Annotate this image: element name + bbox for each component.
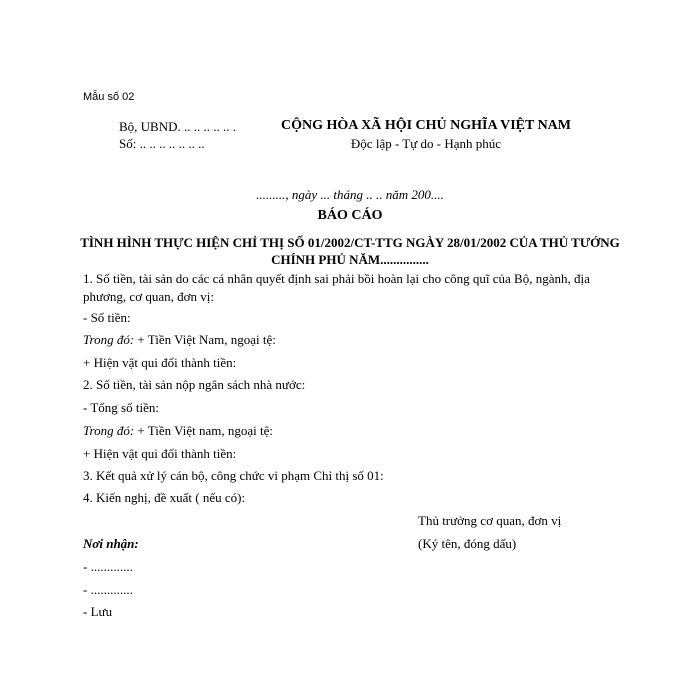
item-1-amount: - Số tiền: xyxy=(83,310,131,325)
item-2-in-kind: + Hiện vật qui đổi thành tiền: xyxy=(83,446,237,461)
signature-title: Thủ trưởng cơ quan, đơn vị xyxy=(418,513,562,528)
of-which-label: Trong đó: xyxy=(83,423,135,438)
of-which-label: Trong đó: xyxy=(83,332,135,347)
recipient-item: - Lưu xyxy=(83,604,113,619)
item-2-total: - Tổng số tiền: xyxy=(83,400,159,415)
signature-note: (Ký tên, đóng dấu) xyxy=(418,536,517,551)
date-line: ........., ngày ... tháng .. .. năm 200.... xyxy=(256,187,444,202)
form-code: Mẫu số 02 xyxy=(83,91,135,103)
item-4: 4. Kiến nghị, đề xuất ( nếu có): xyxy=(83,490,246,505)
document-title: TÌNH HÌNH THỰC HIỆN CHỈ THỊ SỐ 01/2002/CT-TTG NGÀY 28/01/2002 CỦA THỦ TƯỚNG CHÍNH PHỦ NĂM............... xyxy=(80,235,620,267)
item-2: 2. Số tiền, tài sản nộp ngân sách nhà nước: xyxy=(83,377,306,392)
issuer-agency-line: Bộ, UBND. .. .. .. .. .. . xyxy=(119,119,237,134)
recipient-item: - ............. xyxy=(83,582,133,597)
item-3: 3. Kết quả xử lý cán bộ, công chức vi phạm Chỉ thị số 01: xyxy=(83,468,384,483)
document-type: BÁO CÁO xyxy=(317,208,383,223)
item-1: 1. Số tiền, tài sản do các cá nhân quyết định sai phải bồi hoàn lại cho công quĩ của Bộ, ngành, địa phương, cơ quan, đơn vị: xyxy=(83,271,590,304)
of-which-text: + Tiền Việt Nam, ngoại tệ: xyxy=(134,332,276,347)
item-1-in-kind: + Hiện vật qui đổi thành tiền: xyxy=(83,355,237,370)
national-name: CỘNG HÒA XÃ HỘI CHỦ NGHĨA VIỆT NAM xyxy=(280,118,571,133)
item-1-of-which xyxy=(83,331,623,349)
national-motto: Độc lập - Tự do - Hạnh phúc xyxy=(350,136,502,151)
item-2-of-which xyxy=(83,422,623,440)
issuer-number-line: Số: .. .. .. .. .. .. .. xyxy=(119,136,205,151)
recipients-label: Nơi nhận: xyxy=(83,536,139,551)
recipient-item: - ............. xyxy=(83,559,133,574)
of-which-text: + Tiền Việt nam, ngoại tệ: xyxy=(134,423,274,438)
